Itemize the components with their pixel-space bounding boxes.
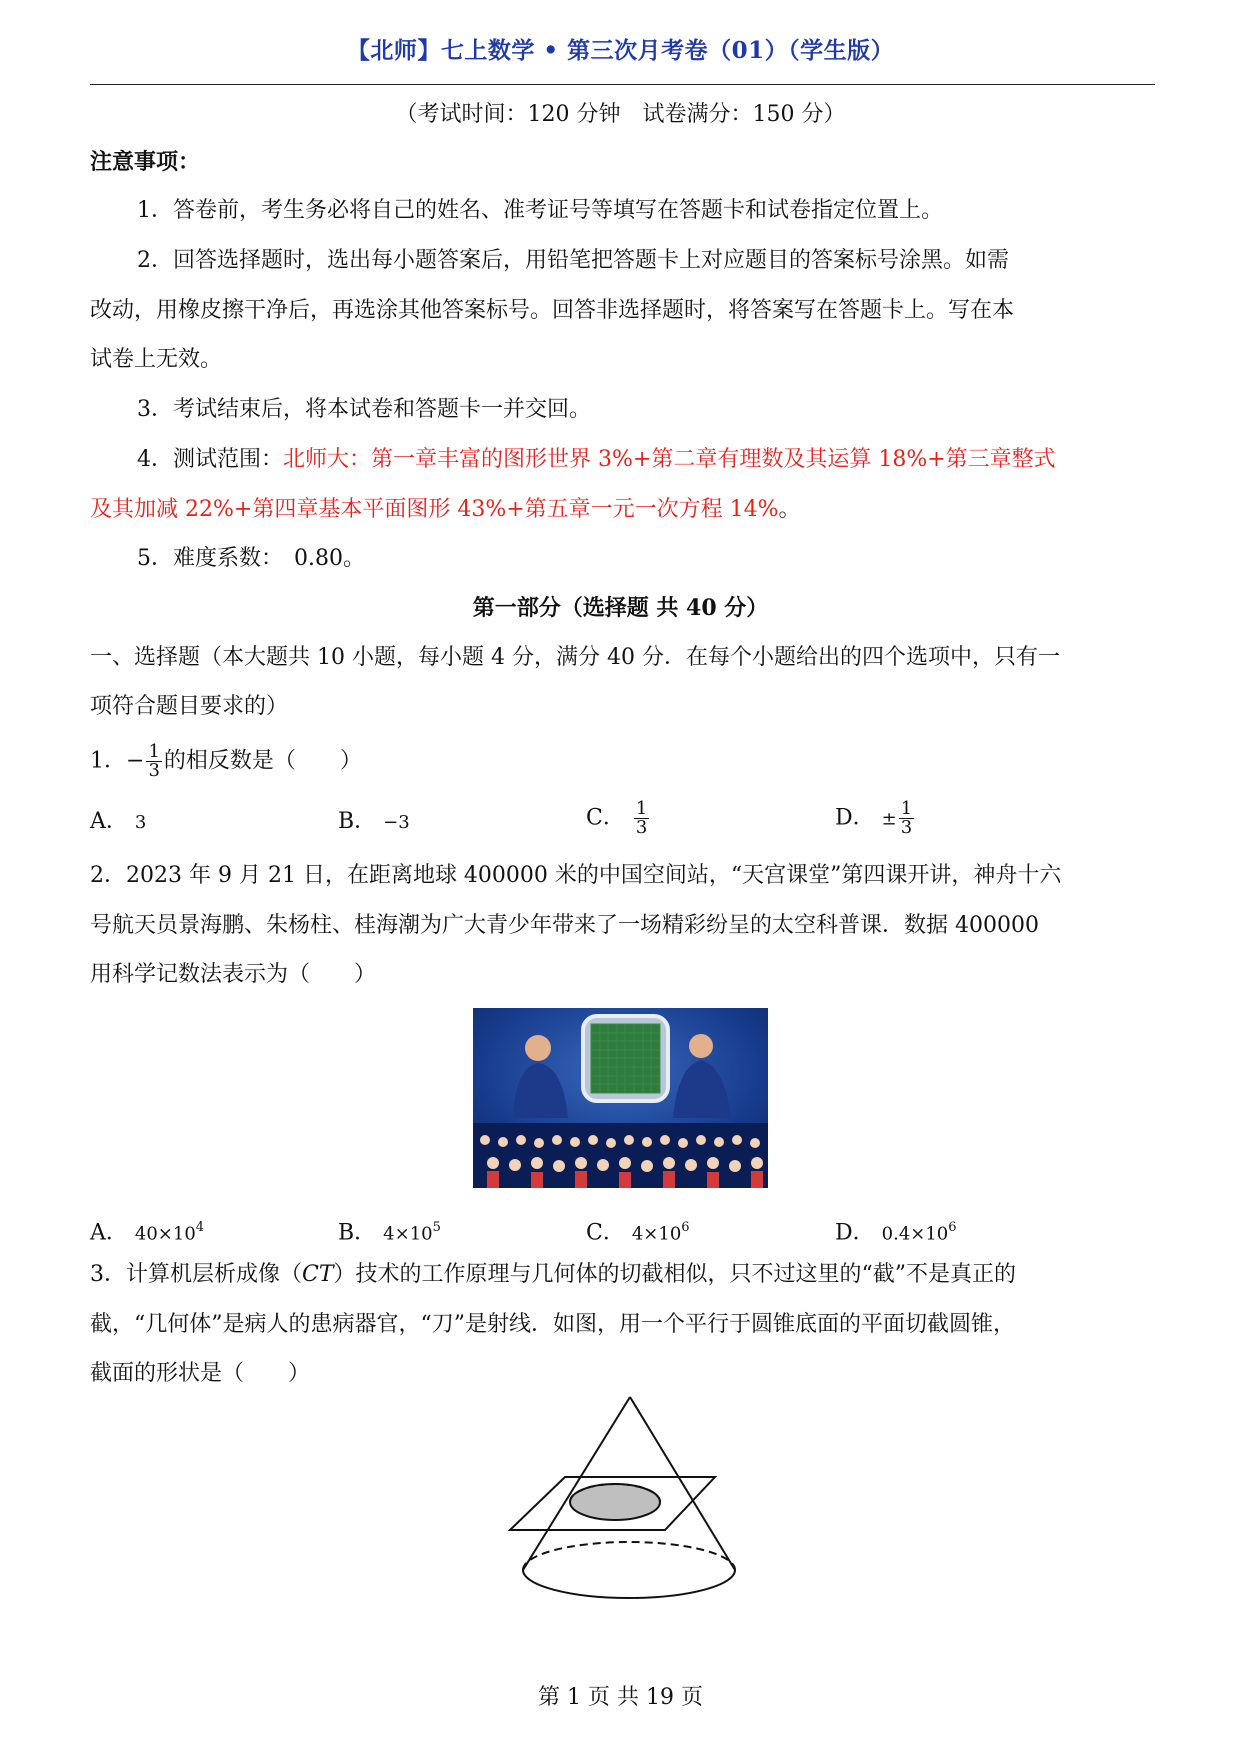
- note-item-2: 2．回答选择题时，选出每小题答案后，用铅笔把答题卡上对应题目的答案标号涂黑。如需: [137, 248, 1010, 273]
- q2-option-b: [338, 1213, 441, 1249]
- option-label: A．: [90, 1220, 128, 1246]
- numerator: 1: [635, 798, 648, 819]
- exponent: 5: [432, 1220, 441, 1235]
- exponent: 6: [948, 1220, 957, 1235]
- q1-option-a: [90, 807, 146, 838]
- stem-text: 的相反数是（ ）: [163, 748, 362, 774]
- space-classroom-photo: [473, 1008, 768, 1188]
- option-value: 0.4×10: [881, 1223, 949, 1245]
- note-item-4-cont: [90, 495, 801, 525]
- cross-section-ellipse: [570, 1484, 660, 1520]
- question-3-line-1: [90, 1260, 1016, 1290]
- cone-base-front: [523, 1570, 735, 1598]
- question-3-line-2: 截，“几何体”是病人的患病器官，“刀”是射线．如图，用一个平行于圆锥底面的平面切截圆锥，: [90, 1312, 1015, 1337]
- document-title: 【北师】七上数学 • 第三次月考卷（01）（学生版）: [346, 37, 895, 64]
- option-label: D．: [835, 805, 875, 831]
- plus-minus-sign: ±: [881, 808, 897, 830]
- option-value: 3: [134, 812, 147, 833]
- cone-cross-section-figure: [505, 1385, 750, 1610]
- minus-sign: −: [126, 748, 145, 774]
- page-footer: 第 1 页 共 19 页: [538, 1685, 703, 1710]
- option-value: 4×10: [631, 1223, 682, 1245]
- option-value: 40×10: [134, 1223, 196, 1245]
- note-item-3: 3．考试结束后，将本试卷和答题卡一并交回。: [137, 397, 591, 422]
- scope-text-1: 北师大：第一章丰富的图形世界 3%+第二章有理数及其运算 18%+第三章整式: [283, 447, 1056, 472]
- notes-heading: 注意事项：: [90, 149, 201, 175]
- option-label: D．: [835, 1220, 875, 1246]
- q2-option-d: [835, 1213, 957, 1249]
- denominator: 3: [635, 817, 648, 838]
- q2-option-a: [90, 1213, 204, 1249]
- fraction: [899, 800, 914, 837]
- photo-illustration: [473, 1008, 768, 1188]
- cone-right-edge: [630, 1397, 735, 1570]
- cone-base-back: [523, 1542, 735, 1570]
- question-1-stem: [90, 743, 362, 780]
- header-divider: [90, 84, 1155, 85]
- scope-end: 。: [778, 497, 801, 522]
- note-item-4: [137, 445, 1056, 475]
- exam-info: （考试时间：120 分钟 试卷满分：150 分）: [395, 102, 846, 127]
- fraction: [634, 800, 649, 837]
- question-3-line-3: 截面的形状是（ ）: [90, 1361, 311, 1386]
- option-label: C．: [586, 1220, 625, 1246]
- q2-option-c: [586, 1213, 690, 1249]
- note-item-2-end: 试卷上无效。: [90, 347, 223, 372]
- option-value: −3: [383, 812, 410, 833]
- fraction: [146, 743, 161, 780]
- option-label: C．: [586, 805, 625, 831]
- note-item-1: 1．答卷前，考生务必将自己的姓名、准考证号等填写在答题卡和试卷指定位置上。: [137, 198, 943, 223]
- option-label: B．: [338, 1220, 377, 1246]
- q1-option-c: [586, 800, 651, 837]
- denominator: 3: [148, 760, 160, 781]
- exponent: 6: [681, 1220, 690, 1235]
- section-title: 第一部分（选择题 共 40 分）: [472, 595, 769, 621]
- numerator: 1: [148, 741, 160, 762]
- question-2-line-3: 用科学记数法表示为（ ）: [90, 962, 377, 987]
- scope-text-2: 及其加减 22%+第四章基本平面图形 43%+第五章一元一次方程 14%: [90, 497, 779, 522]
- option-value: 4×10: [383, 1223, 433, 1245]
- q3-text-b: ）技术的工作原理与几何体的切截相似，只不过这里的“截”不是真正的: [333, 1262, 1017, 1287]
- section-intro-2: 项符合题目要求的）: [90, 694, 289, 719]
- option-label: A．: [90, 809, 128, 834]
- note-item-2-cont: 改动，用橡皮擦干净后，再选涂其他答案标号。回答非选择题时，将答案写在答题卡上。写在本: [90, 298, 1015, 323]
- q1-option-d: [835, 800, 916, 837]
- option-label: B．: [338, 809, 377, 834]
- section-intro-1: 一、选择题（本大题共 10 小题，每小题 4 分，满分 40 分．在每个小题给出的四个选项中，只有一: [90, 645, 1060, 670]
- q1-option-b: [338, 807, 410, 838]
- scope-label: 4．测试范围：: [137, 447, 283, 472]
- exponent: 4: [195, 1220, 205, 1235]
- numerator: 1: [900, 798, 913, 819]
- question-2-line-1: 2．2023 年 9 月 21 日，在距离地球 400000 米的中国空间站，“天宫课堂”第四课开讲，神舟十六: [90, 863, 1062, 888]
- question-2-line-2: 号航天员景海鹏、朱杨柱、桂海潮为广大青少年带来了一场精彩纷呈的太空科普课．数据 400000: [90, 913, 1039, 938]
- denominator: 3: [900, 817, 913, 838]
- q3-ct-abbrev: CT: [302, 1262, 334, 1287]
- note-item-5: 5．难度系数： 0.80。: [137, 546, 365, 571]
- question-number: 1．: [90, 748, 126, 774]
- q3-text-a: 3．计算机层析成像（: [90, 1262, 302, 1287]
